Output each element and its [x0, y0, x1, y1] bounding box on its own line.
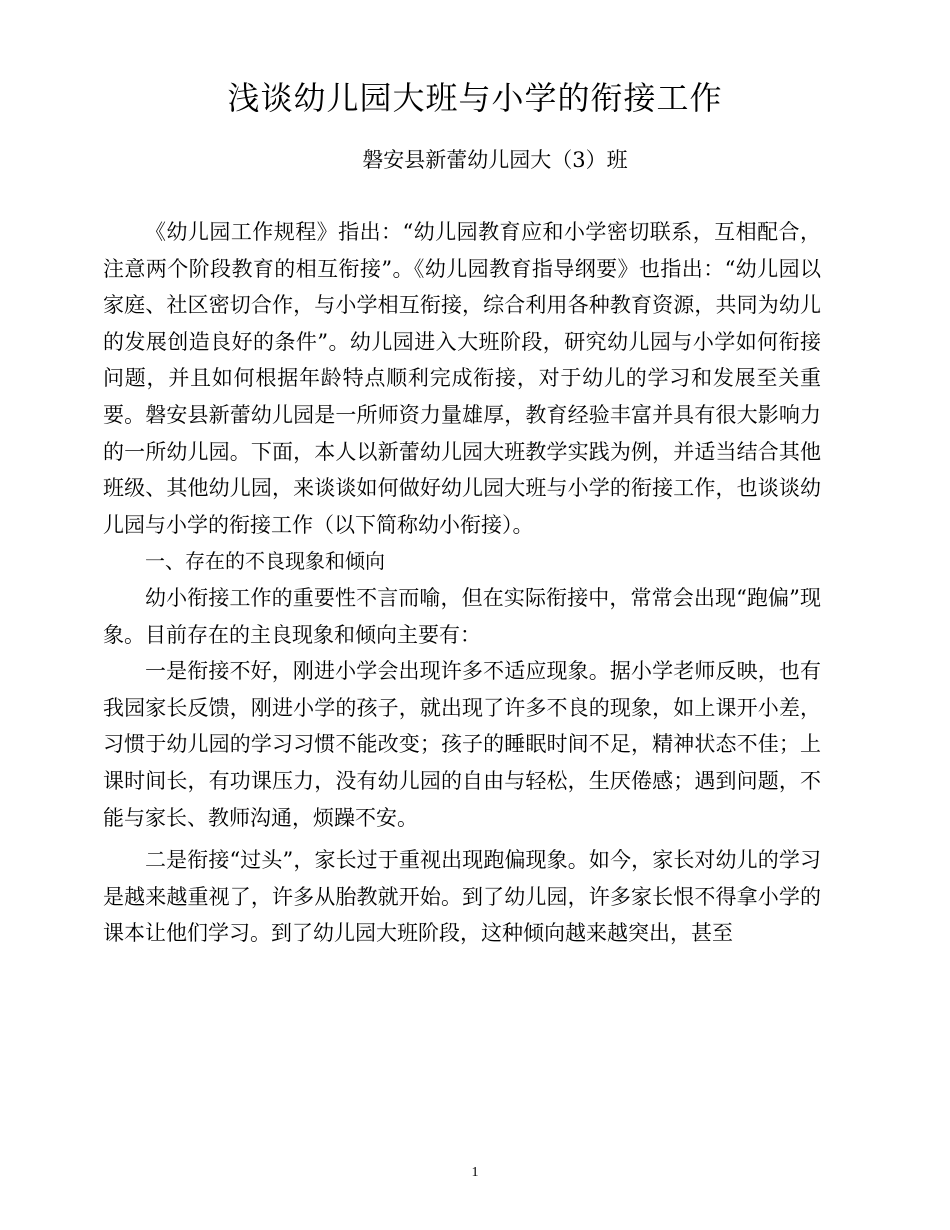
document-title: 浅谈幼儿园大班与小学的衔接工作	[227, 79, 723, 117]
page-number: 1	[471, 1165, 479, 1180]
section-heading: 一、存在的不良现象和倾向	[145, 549, 385, 574]
paragraph-point-one: 一是衔接不好，刚进小学会出现许多不适应现象。据小学老师反映，也有我园家长反馈，刚进小学的孩子，就出现了许多不良的现象，如上课开小差，习惯于幼儿园的学习习惯不能改变；孩子的睡眠时间不足，精神状态不佳；上课时间长，有功课压力，没有幼儿园的自由与轻松，生厌倦感；遇到问题，不能与家长、教师沟通，烦躁不安。	[103, 659, 821, 830]
paragraph-intro: 《幼儿园工作规程》指出：“幼儿园教育应和小学密切联系，互相配合，注意两个阶段教育的相互衔接”。《幼儿园教育指导纲要》也指出：“幼儿园以家庭、社区密切合作，与小学相互衔接，综合利用各种教育资源，共同为幼儿的发展创造良好的条件”。幼儿园进入大班阶段，研究幼儿园与小学如何衔接问题，并且如何根据年龄特点顺利完成衔接，对于幼儿的学习和发展至关重要。磐安县新蕾幼儿园是一所师资力量雄厚，教育经验丰富并具有很大影响力的一所幼儿园。下面，本人以新蕾幼儿园大班教学实践为例，并适当结合其他班级、其他幼儿园，来谈谈如何做好幼儿园大班与小学的衔接工作，也谈谈幼儿园与小学的衔接工作（以下简称幼小衔接）。	[103, 220, 821, 537]
paragraph-point-two: 二是衔接“过头”，家长过于重视出现跑偏现象。如今，家长对幼儿的学习是越来越重视了，许多从胎教就开始。到了幼儿园，许多家长恨不得拿小学的课本让他们学习。到了幼儿园大班阶段，这种倾向越来越突出，甚至	[103, 848, 821, 946]
document-body	[103, 214, 821, 952]
document-author: 磐安县新蕾幼儿园大（3）班	[362, 148, 628, 172]
paragraph-overview: 幼小衔接工作的重要性不言而喻，但在实际衔接中，常常会出现“跑偏”现象。目前存在的主良现象和倾向主要有：	[103, 585, 821, 647]
